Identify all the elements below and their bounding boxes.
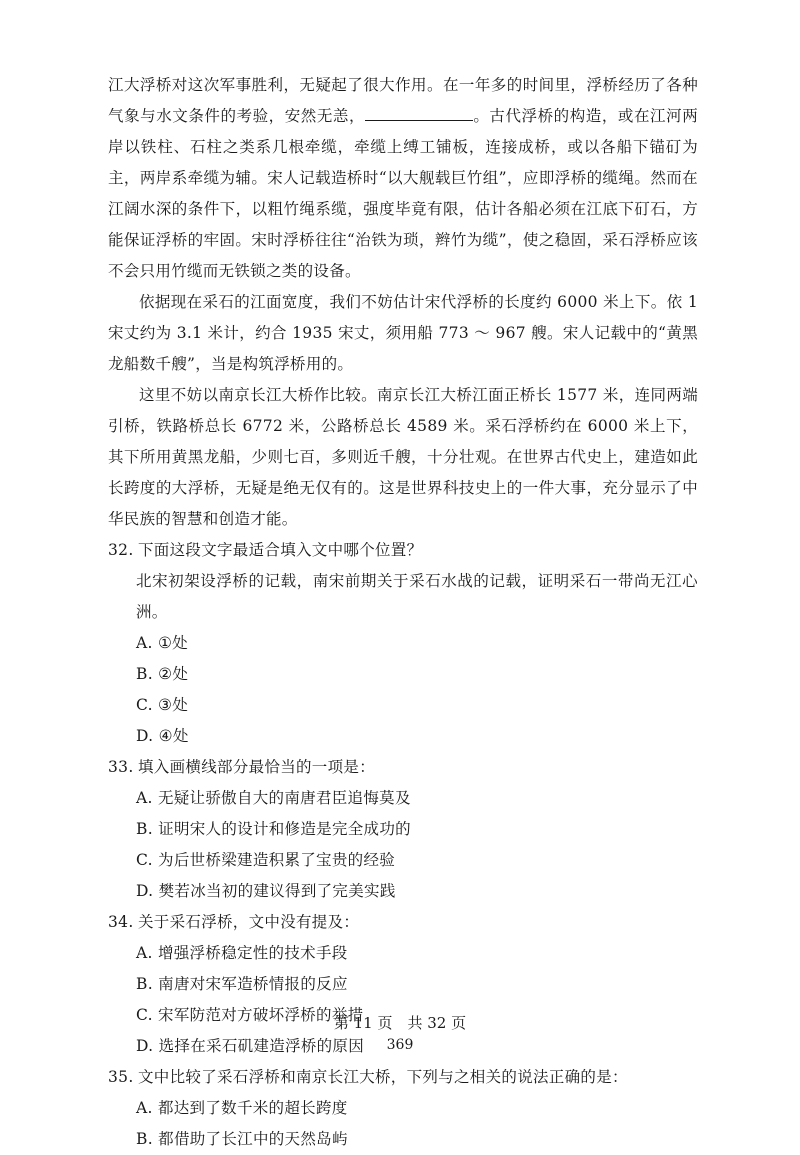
option-c[interactable]: C. 宋军防范对方破坏浮桥的举措	[136, 1006, 364, 1024]
question-number: 33.	[108, 758, 134, 776]
question-number: 34.	[108, 913, 134, 931]
passage-paragraph-2: 依据现在采石的江面宽度，我们不妨估计宋代浮桥的长度约 6000 米上下。依 1 宋丈约为 3.1 米计，约合 1935 宋丈，须用船 773 ～ 967 艘。宋人记载中的“黄黑龙船数千艘”，当是构筑浮桥用的。	[108, 293, 698, 373]
question-number: 35.	[108, 1068, 134, 1086]
question-35	[108, 1062, 698, 1155]
page-label: 第 11 页 共 32 页	[333, 1014, 467, 1032]
option-b[interactable]: B. 南唐对宋军造桥情报的反应	[136, 975, 348, 993]
question-32	[108, 535, 698, 752]
passage-text: 。古代浮桥的构造，或在江河两岸以铁柱、石柱之类系几根牵缆，牵缆上缚工铺板，连接成桥，或以各船下锚矴为主，两岸系牵缆为辅。宋人记载造桥时“以大舰载巨竹组”，应即浮桥的缆绳。然而在江阔水深的条件下，以粗竹绳系缆，强度毕竟有限，估计各船必须在江底下矴石，方能保证浮桥的牢固。宋时浮桥往往“治铁为琐，辫竹为缆”，使之稳固，采石浮桥应该不会只用竹缆而无铁锁之类的设备。	[108, 107, 698, 280]
option-a[interactable]: A. ①处	[136, 634, 188, 652]
page-footer	[0, 1012, 800, 1056]
options-list	[108, 783, 698, 907]
passage-paragraph-1	[108, 70, 698, 287]
page-number: 369	[386, 1037, 414, 1053]
question-stem: 35. 文中比较了采石浮桥和南京长江大桥，下列与之相关的说法正确的是：	[108, 1062, 698, 1093]
answer-blank	[365, 106, 473, 121]
passage-paragraph-3: 这里不妨以南京长江大桥作比较。南京长江大桥江面正桥长 1577 米，连同两端引桥，铁路桥总长 6772 米，公路桥总长 4589 米。采石浮桥约在 6000 米上下，其下所用黄黑龙船，少则七百，多则近千艘，十分壮观。在世界古代史上，建造如此长跨度的大浮桥，无疑是绝无仅有的。这是世界科技史上的一件大事，充分显示了中华民族的智慧和创造才能。	[108, 386, 698, 528]
option-b[interactable]: B. ②处	[136, 665, 189, 683]
passage-text: 江大浮桥对这次军事胜利，无疑起了很大作用。在一年多的时间里，浮桥经历了各种气象与水文条件的考验，安然无恙，	[108, 76, 698, 125]
option-a[interactable]: A. 都达到了数千米的超长跨度	[136, 1099, 348, 1117]
question-quote: 北宋初架设浮桥的记载，南宋前期关于采石水战的记载，证明采石一带尚无江心洲。	[136, 572, 698, 621]
question-stem: 34. 关于采石浮桥，文中没有提及：	[108, 907, 698, 938]
option-c[interactable]: C. 为后世桥梁建造积累了宝贵的经验	[136, 851, 396, 869]
option-c[interactable]: C. ③处	[136, 696, 189, 714]
question-number: 32.	[108, 541, 134, 559]
options-list	[108, 628, 698, 752]
option-a[interactable]: A. 增强浮桥稳定性的技术手段	[136, 944, 348, 962]
question-stem: 32. 下面这段文字最适合填入文中哪个位置？	[108, 535, 698, 566]
options-list	[108, 1093, 698, 1155]
option-b[interactable]: B. 都借助了长江中的天然岛屿	[136, 1130, 348, 1148]
option-d[interactable]: D. ④处	[136, 727, 189, 745]
option-b[interactable]: B. 证明宋人的设计和修造是完全成功的	[136, 820, 411, 838]
option-d[interactable]: D. 选择在采石矶建造浮桥的原因	[136, 1037, 365, 1055]
page-content	[108, 70, 698, 1155]
question-stem: 33. 填入画横线部分最恰当的一项是：	[108, 752, 698, 783]
question-33	[108, 752, 698, 907]
option-d[interactable]: D. 樊若冰当初的建议得到了完美实践	[136, 882, 396, 900]
option-a[interactable]: A. 无疑让骄傲自大的南唐君臣追悔莫及	[136, 789, 411, 807]
